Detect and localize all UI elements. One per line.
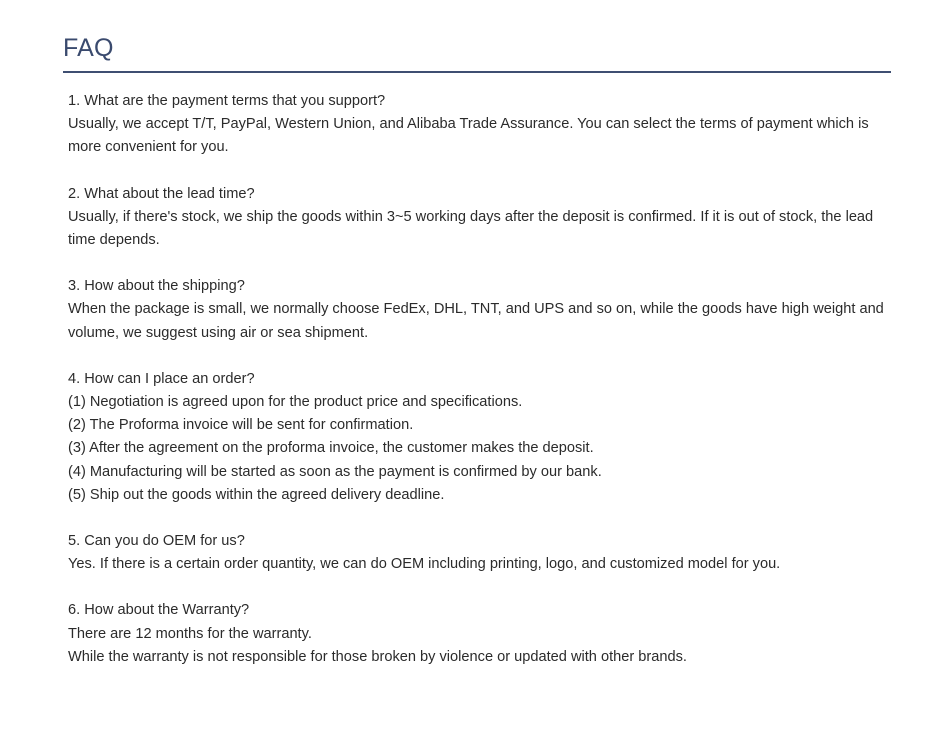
faq-item-lead-time [68, 183, 891, 253]
faq-answer: When the package is small, we normally choose FedEx, DHL, TNT, and UPS and so on, while the goods have high weight and volume, we suggest using air or sea shipment. [68, 301, 884, 341]
faq-item-oem [68, 530, 891, 576]
faq-answer: Yes. If there is a certain order quantity, we can do OEM including printing, logo, and customized model for you. [68, 556, 781, 573]
faq-question: 4. How can I place an order? [68, 370, 255, 387]
faq-item-payment-terms [68, 90, 891, 160]
faq-section [63, 0, 891, 692]
faq-order-step: (1) Negotiation is agreed upon for the product price and specifications. [68, 394, 523, 411]
faq-order-step: (5) Ship out the goods within the agreed delivery deadline. [68, 486, 445, 503]
faq-question: 2. What about the lead time? [68, 185, 255, 202]
faq-answer-line: There are 12 months for the warranty. [68, 625, 312, 642]
faq-item-shipping [68, 275, 891, 345]
faq-question: 3. How about the shipping? [68, 278, 245, 295]
faq-item-place-order [68, 368, 891, 507]
page-title: FAQ [63, 34, 114, 62]
faq-item-warranty [68, 599, 891, 669]
faq-order-step: (2) The Proforma invoice will be sent for confirmation. [68, 417, 414, 434]
faq-question: 5. Can you do OEM for us? [68, 533, 245, 550]
faq-list [63, 73, 891, 669]
faq-order-step: (3) After the agreement on the proforma invoice, the customer makes the deposit. [68, 440, 594, 457]
faq-question: 1. What are the payment terms that you support? [68, 93, 386, 109]
faq-order-step: (4) Manufacturing will be started as soon as the payment is confirmed by our bank. [68, 463, 602, 480]
faq-answer: Usually, we accept T/T, PayPal, Western Union, and Alibaba Trade Assurance. You can select the terms of payment which is more convenient for you. [68, 116, 869, 156]
faq-answer-line: While the warranty is not responsible for those broken by violence or updated with other brands. [68, 648, 687, 665]
faq-question: 6. How about the Warranty? [68, 602, 250, 619]
faq-answer: Usually, if there's stock, we ship the goods within 3~5 working days after the deposit is confirmed. If it is out of stock, the lead time depends. [68, 208, 874, 249]
